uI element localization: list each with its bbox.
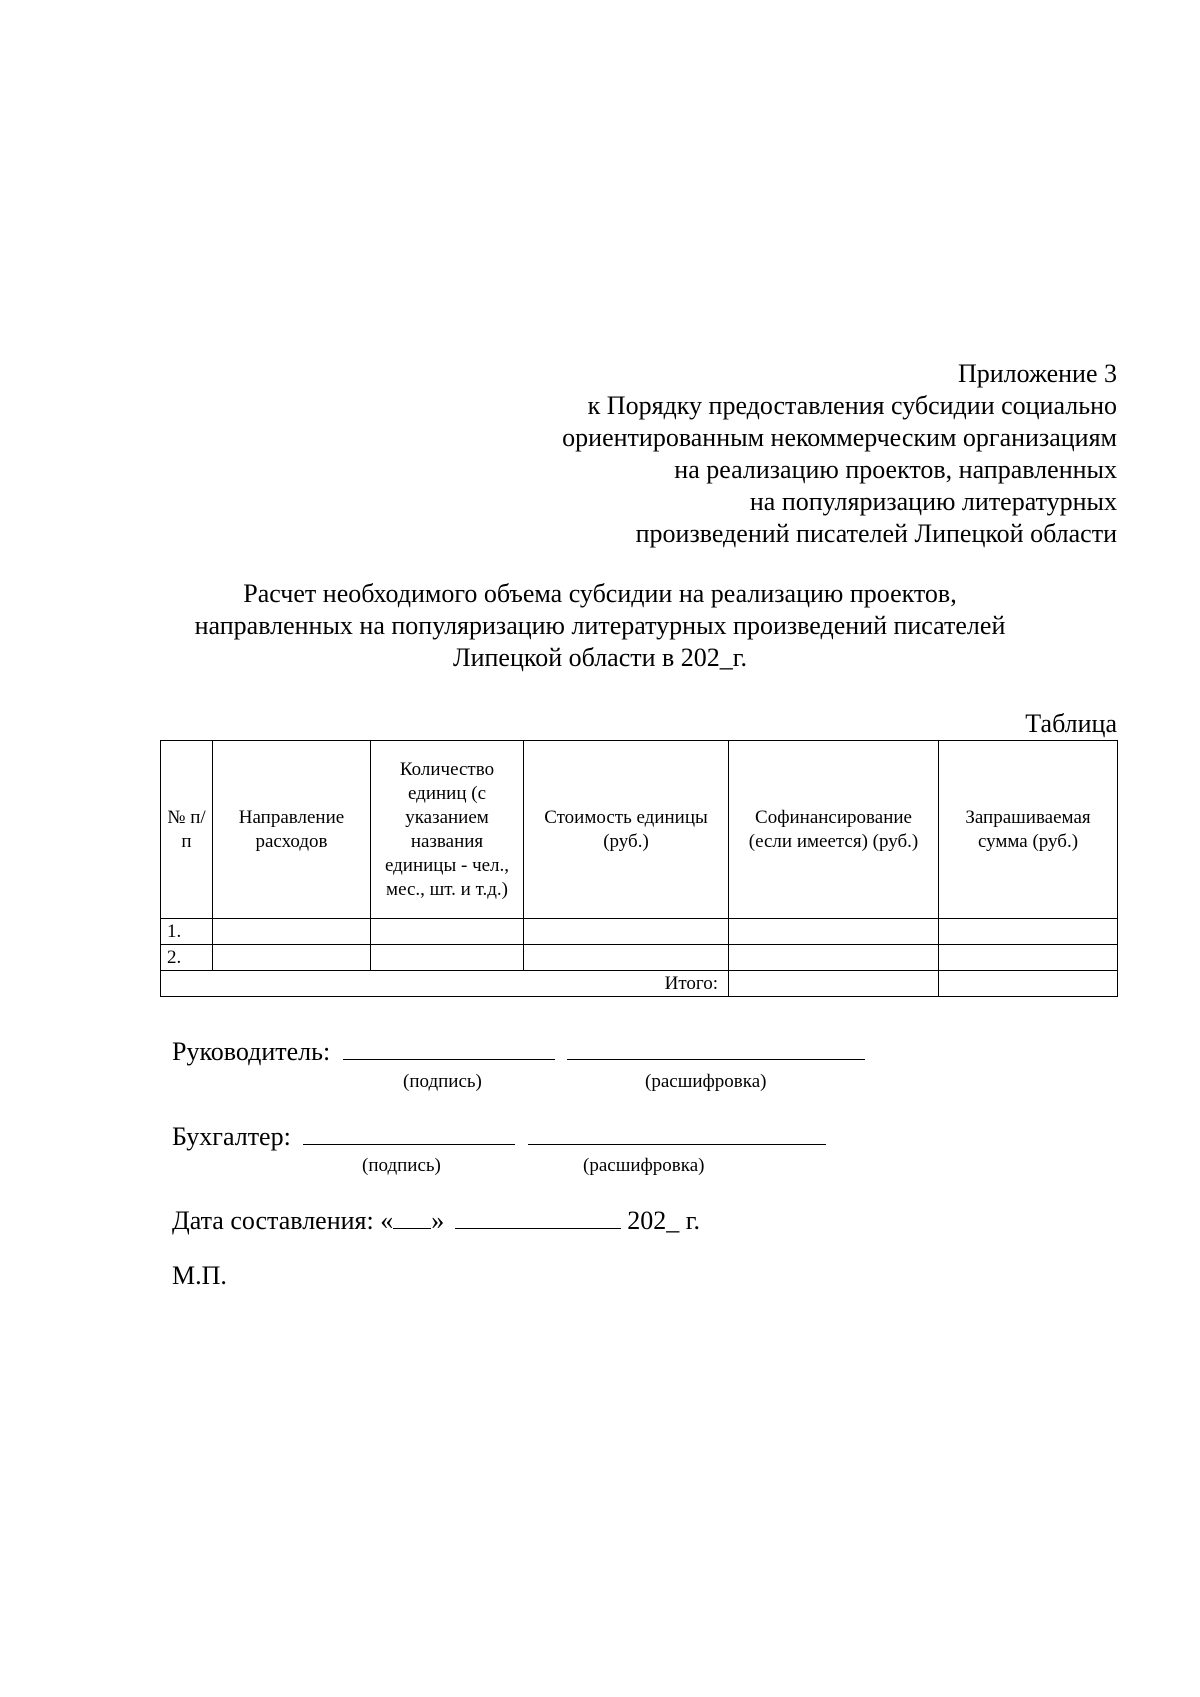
table-cell[interactable]	[729, 945, 939, 971]
title-line: Липецкой области в 202_г.	[452, 643, 748, 672]
table-row	[161, 919, 1118, 945]
appendix-line: ориентированным некоммерческим организациям	[562, 423, 1117, 452]
table-cell[interactable]	[524, 945, 729, 971]
accountant-decode-caption: (расшифровка)	[583, 1155, 705, 1176]
appendix-line: к Порядку предоставления субсидии социально	[587, 391, 1117, 420]
header-cofinancing: Софинансирование (если имеется) (руб.)	[729, 741, 939, 919]
table-cell[interactable]	[213, 945, 371, 971]
date-day-field[interactable]	[393, 1204, 431, 1229]
accountant-signature-field[interactable]	[303, 1120, 515, 1145]
table-cell[interactable]	[371, 919, 524, 945]
table-total-row	[161, 971, 1118, 997]
row-number: 1.	[161, 919, 213, 945]
table-header-row	[161, 741, 1118, 919]
appendix-line: на популяризацию литературных	[749, 487, 1117, 516]
title-line: Расчет необходимого объема субсидии на реализацию проектов,	[243, 579, 957, 608]
accountant-signature-line	[172, 1120, 826, 1153]
appendix-line: произведений писателей Липецкой области	[635, 519, 1117, 548]
table-cell[interactable]	[939, 919, 1118, 945]
document-title	[0, 578, 1200, 674]
accountant-label: Бухгалтер:	[172, 1122, 291, 1151]
total-requested-cell[interactable]	[939, 971, 1118, 997]
table-cell[interactable]	[524, 919, 729, 945]
header-expense-direction: Направление расходов	[213, 741, 371, 919]
accountant-signature-caption: (подпись)	[362, 1155, 441, 1176]
date-month-field[interactable]	[455, 1204, 621, 1229]
date-line	[172, 1204, 700, 1237]
table-cell[interactable]	[939, 945, 1118, 971]
head-decode-caption: (расшифровка)	[645, 1071, 767, 1092]
total-cofinancing-cell[interactable]	[729, 971, 939, 997]
table-cell[interactable]	[729, 919, 939, 945]
table-caption: Таблица	[1025, 709, 1117, 738]
row-number: 2.	[161, 945, 213, 971]
header-requested-amount: Запрашиваемая сумма (руб.)	[939, 741, 1118, 919]
subsidy-calculation-table	[160, 740, 1118, 997]
total-label: Итого:	[161, 971, 729, 997]
head-signature-field[interactable]	[343, 1035, 555, 1060]
date-label: Дата составления: «	[172, 1206, 394, 1235]
table-cell[interactable]	[213, 919, 371, 945]
stamp-place: М.П.	[172, 1261, 227, 1290]
appendix-line: на реализацию проектов, направленных	[674, 455, 1117, 484]
head-signature-caption: (подпись)	[403, 1071, 482, 1092]
header-number: № п/п	[161, 741, 213, 919]
table-row	[161, 945, 1118, 971]
head-label: Руководитель:	[172, 1037, 331, 1066]
head-signature-line	[172, 1035, 865, 1068]
appendix-line: Приложение 3	[957, 359, 1117, 388]
date-close-quote: »	[431, 1206, 445, 1235]
date-year: 202_ г.	[627, 1206, 700, 1235]
header-unit-cost: Стоимость единицы (руб.)	[524, 741, 729, 919]
title-line: направленных на популяризацию литературных произведений писателей	[194, 611, 1006, 640]
table-cell[interactable]	[371, 945, 524, 971]
head-name-field[interactable]	[567, 1035, 865, 1060]
accountant-name-field[interactable]	[528, 1120, 826, 1145]
appendix-header	[562, 358, 1117, 550]
header-unit-quantity: Количество единиц (с указанием названия единицы - чел., мес., шт. и т.д.)	[371, 741, 524, 919]
